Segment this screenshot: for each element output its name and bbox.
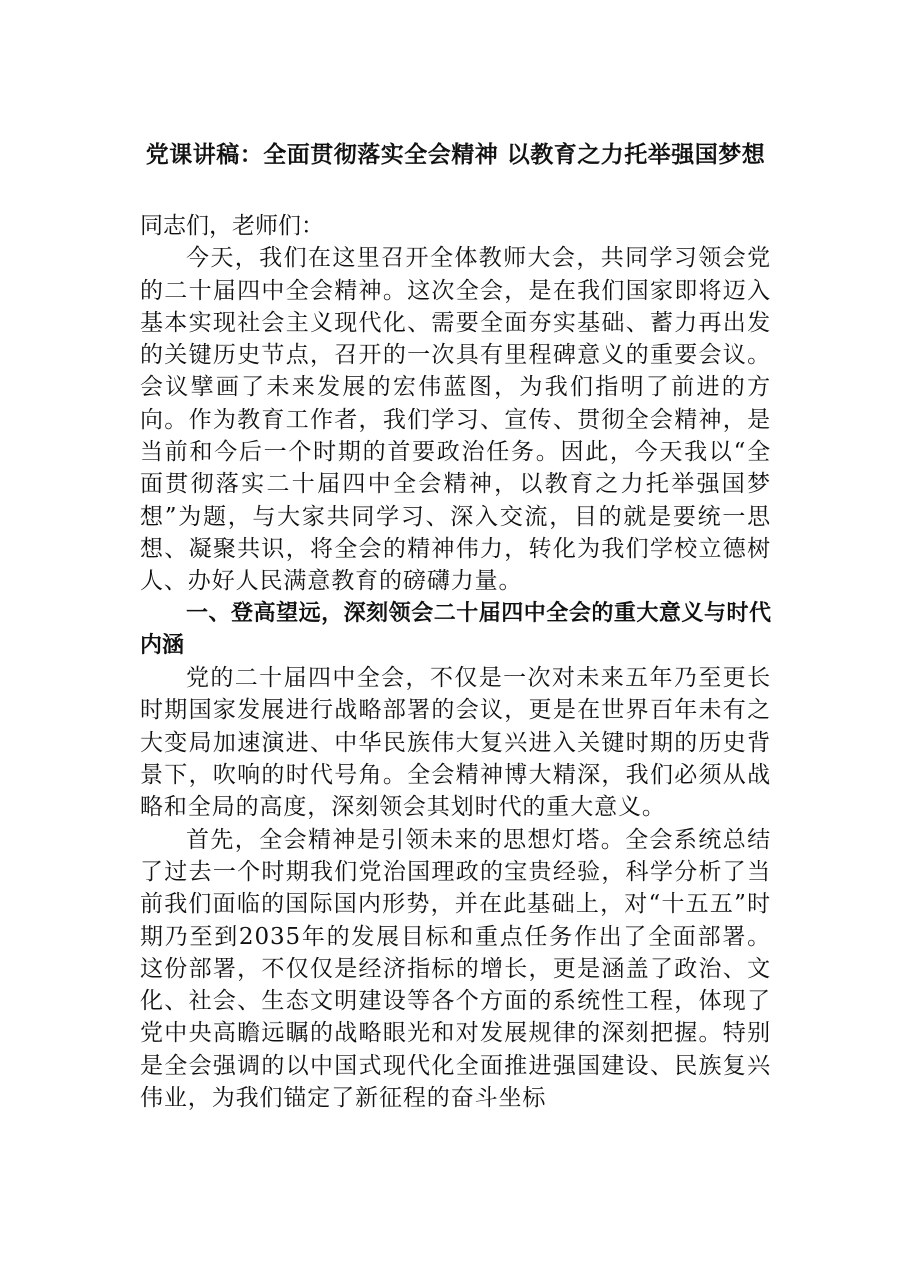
document-title: 党课讲稿：全面贯彻落实全会精神 以教育之力托举强国梦想	[145, 142, 766, 168]
section-heading: 一、登高望远，深刻领会二十届四中全会的重大意义与时代内涵	[140, 600, 771, 658]
document-page	[140, 138, 771, 1114]
section-paragraph-2: 首先，全会精神是引领未来的思想灯塔。全会系统总结了过去一个时期我们党治国理政的宝贵经验，科学分析了当前我们面临的国际国内形势，并在此基础上，对“十五五”时期乃至到2035年的发展目标和重点任务作出了全面部署。这份部署，不仅仅是经济指标的增长，更是涵盖了政治、文化、社会、生态文明建设等各个方面的系统性工程，体现了党中央高瞻远瞩的战略眼光和对发展规律的深刻把握。特别是全会强调的以中国式现代化全面推进强国建设、民族复兴伟业，为我们锚定了新征程的奋斗坐标	[140, 826, 771, 1112]
salutation: 同志们，老师们：	[140, 213, 324, 239]
intro-paragraph: 今天，我们在这里召开全体教师大会，共同学习领会党的二十届四中全会精神。这次全会，是在我们国家即将迈入基本实现社会主义现代化、需要全面夯实基础、蓄力再出发的关键历史节点，召开的一次具有里程碑意义的重要会议。会议擘画了未来发展的宏伟蓝图，为我们指明了前进的方向。作为教育工作者，我们学习、宣传、贯彻全会精神，是当前和今后一个时期的首要政治任务。因此，今天我以“全面贯彻落实二十届四中全会精神，以教育之力托举强国梦想”为题，与大家共同学习、深入交流，目的就是要统一思想、凝聚共识，将全会的精神伟力，转化为我们学校立德树人、办好人民满意教育的磅礴力量。	[140, 245, 771, 595]
section-paragraph-1: 党的二十届四中全会，不仅是一次对未来五年乃至更长时期国家发展进行战略部署的会议，更是在世界百年未有之大变局加速演进、中华民族伟大复兴进入关键时期的历史背景下，吹响的时代号角。全会精神博大精深，我们必须从战略和全局的高度，深刻领会其划时代的重大意义。	[140, 665, 771, 821]
